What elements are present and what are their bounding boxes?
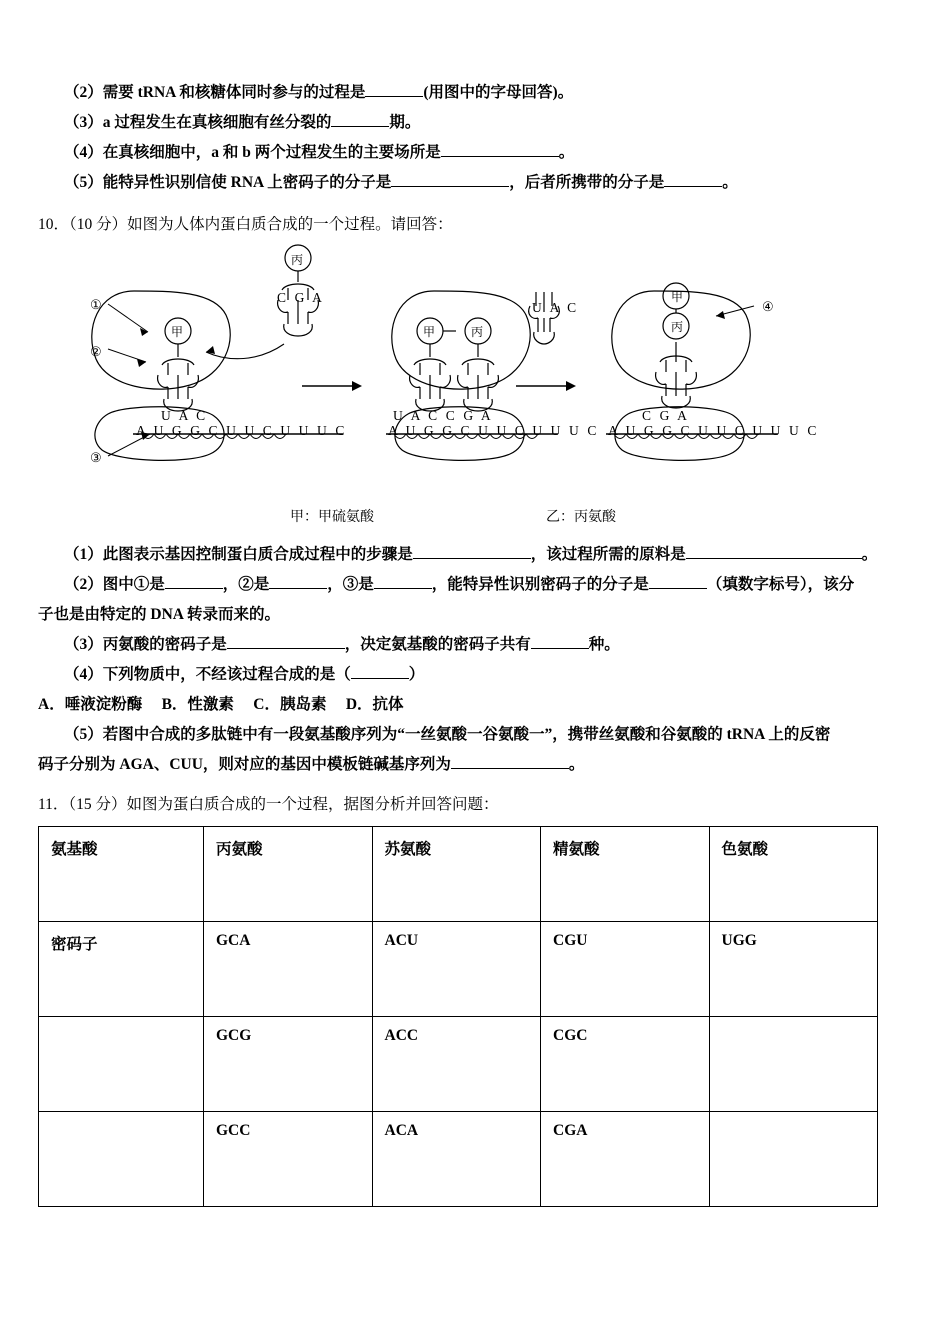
cell-r0c3: 精氨酸 [541,827,710,922]
q9-item5 [38,168,918,198]
peptide-aa-2: 丙 [671,320,684,334]
cell-r0c0: 氨基酸 [39,827,204,922]
q9-item4-text-b: 。 [558,144,575,161]
q9-item4 [38,138,918,168]
q10-item5-cont [38,750,918,780]
q9-item2-tail: (用图中的字母回答)。 [423,84,574,101]
cell-r2c0 [39,1017,204,1112]
cell-r1c1: GCA [204,922,373,1017]
q10-item3-text-a: （3）丙氨酸的密码子是 [64,636,227,653]
anticodon-released: U A C [532,300,579,315]
figure-captions [38,510,918,568]
q9-item3 [38,108,918,138]
q9-item3-text-b: 期。 [389,114,421,131]
q10-item4-blank [351,678,409,679]
q9-item2 [38,78,918,108]
table-row [39,922,878,1017]
trna-aa-mid-1: 甲 [423,325,436,339]
caption-right: 乙：丙氨酸 [546,510,616,525]
anticodon-left: U A C [161,408,208,423]
peptide-aa-1: 甲 [671,290,684,304]
trna-aa-left: 甲 [171,325,184,339]
cell-r2c1: GCG [204,1017,373,1112]
table-row [39,827,878,922]
marker-1: ① [90,297,102,312]
table-row [39,1112,878,1207]
marker-3: ③ [90,450,102,465]
cell-r2c2: ACC [372,1017,541,1112]
cell-r2c3: CGC [541,1017,710,1112]
cell-r3c4 [709,1112,878,1207]
anticodon-mid: U A C C G A [393,408,494,423]
q10-item2-cont [38,600,918,630]
q9-item2-text: （2）需要 tRNA 和核糖体同时参与的过程是 [64,84,366,101]
q10-item2-text-a: （2）图中①是 [64,576,165,593]
mrna-right: A U G G C U U C U U U C [608,423,819,438]
table-row [39,1017,878,1112]
anticodon-free-top: C G A [277,290,325,305]
q10-item2-text-c: ，③是 [327,576,374,593]
cell-r0c1: 丙氨酸 [204,827,373,922]
q9-item5-text-c: 。 [722,174,738,191]
q10-item1-text-a: （1）此图表示基因控制蛋白质合成过程中的步骤是 [64,546,413,563]
q10-item2-blank-4 [649,588,707,589]
q9-item5-blank-2 [664,186,722,187]
q9-item4-text-a: （4）在真核细胞中，a 和 b 两个过程发生的主要场所是 [64,144,441,161]
q10-item2 [38,570,918,600]
marker-2: ② [90,344,102,359]
q10-item2-text-f: 子也是由特定的 DNA 转录而来的。 [38,606,280,623]
cell-r2c4 [709,1017,878,1112]
q10-item3-text-b: ，决定氨基酸的密码子共有 [344,636,531,653]
cell-r3c0 [39,1112,204,1207]
q10-item2-text-d: ，能特异性识别密码子的分子是 [431,576,649,593]
q9-item3-text-a: （3）a 过程发生在真核细胞有丝分裂的 [64,114,332,131]
q10-stem [38,210,918,240]
cell-r0c2: 苏氨酸 [372,827,541,922]
q9-item3-blank [331,126,389,127]
q10-item4-text: （4）下列物质中，不经该过程合成的是（ [64,666,351,683]
q10-item5-text-a: （5）若图中合成的多肽链中有一段氨基酸序列为“一丝氨酸一谷氨酸一”，携带丝氨酸和谷氨酸的 tRNA 上的反密 [64,726,831,743]
protein-synthesis-diagram [38,244,918,544]
codon-table [38,826,878,1207]
q9-item5-text-a: （5）能特异性识别信使 RNA 上密码子的分子是 [64,174,392,191]
q10-item3-blank-1 [227,648,345,649]
q11-stem [38,790,918,820]
q10-item2-text-e: （填数字标号），该分 [706,576,855,593]
marker-4: ④ [762,299,774,314]
q10-item2-blank-2 [269,588,327,589]
page-content [38,78,918,1207]
q9-item5-text-b: ，后者所携带的分子是 [509,174,665,191]
cell-r1c3: CGU [541,922,710,1017]
q9-item4-blank [441,156,559,157]
q10-item3-text-c: 种。 [588,636,620,653]
anticodon-right: C G A [642,408,690,423]
cell-r3c1: GCC [204,1112,373,1207]
q10-item1-text-c: 。 [861,546,878,563]
q10-stem-text: 10．（10 分）如图为人体内蛋白质合成的一个过程。请回答： [38,216,453,233]
q11-stem-text: 11．（15 分）如图为蛋白质合成的一个过程，据图分析并回答问题： [38,796,499,813]
q10-item2-blank-3 [374,588,432,589]
q10-item1-text-b: ，该过程所需的原料是 [530,546,686,563]
q10-item5-text-b: 码子分别为 AGA、CUU，则对应的基因中模板链碱基序列为 [38,756,451,773]
q10-item3-blank-2 [531,648,589,649]
q10-item4-tail: ） [408,666,425,683]
cell-r3c2: ACA [372,1112,541,1207]
cell-r1c2: ACU [372,922,541,1017]
cell-r1c0: 密码子 [39,922,204,1017]
q9-item2-blank [365,96,423,97]
q9-item5-blank-1 [391,186,509,187]
q10-item2-blank-1 [165,588,223,589]
trna-aa-mid-2: 丙 [471,325,484,339]
q10-item5-blank [451,768,569,769]
q10-item4 [38,660,918,690]
mrna-mid: A U G G C U U C U U U C [388,423,599,438]
q10-item5 [38,720,918,750]
mrna-left: A U G G C U U C U U U C [136,423,347,438]
q10-figure [38,244,918,544]
q10-item5-text-c: 。 [568,756,585,773]
cell-r3c3: CGA [541,1112,710,1207]
trna-aa-free: 丙 [291,253,304,267]
q10-options [38,690,918,720]
q10-options-text: A．唾液淀粉酶 B．性激素 C．胰岛素 D．抗体 [38,696,404,713]
caption-left: 甲：甲硫氨酸 [290,510,374,525]
q10-item2-text-b: ，②是 [222,576,270,593]
q10-item3 [38,630,918,660]
cell-r1c4: UGG [709,922,878,1017]
cell-r0c4: 色氨酸 [709,827,878,922]
